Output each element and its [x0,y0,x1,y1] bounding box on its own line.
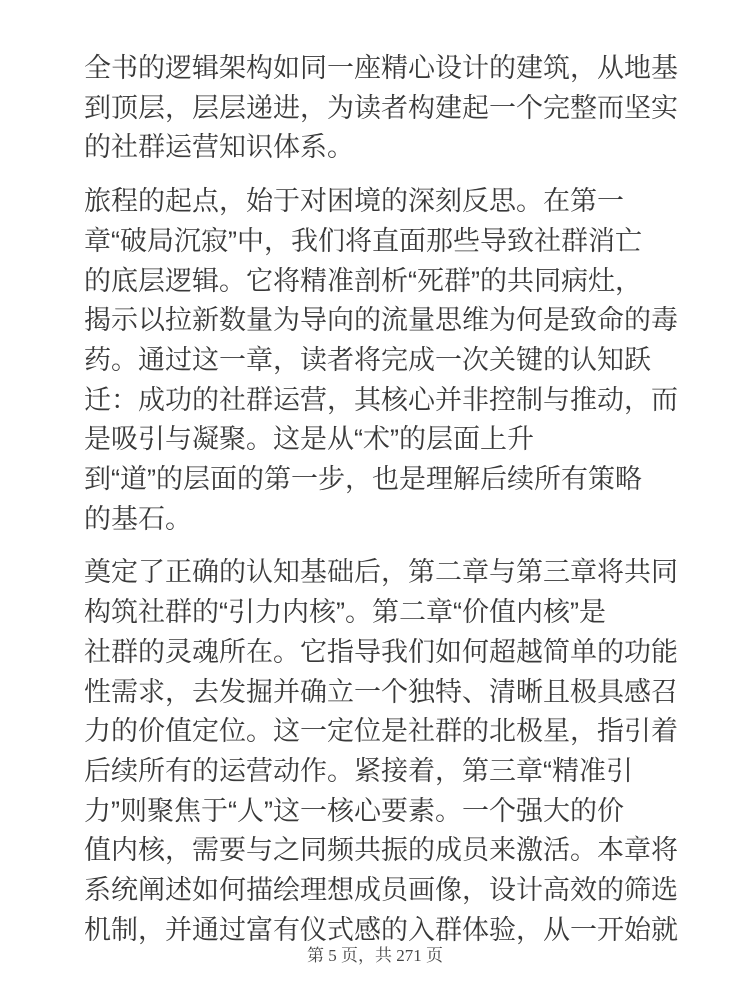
paragraph [84,182,704,539]
text-line: 构筑社群的“引力内核”。第二章“价值内核”是 [84,597,606,628]
text-line: 社群的灵魂所在。它指导我们如何超越简单的功能 [84,636,678,667]
page-indicator: 第 5 页，共 271 页 [307,946,443,965]
page-footer [0,945,750,967]
text-line: 章“破局沉寂”中，我们将直面那些导致社群消亡 [84,225,642,256]
paragraph [84,553,704,950]
paragraph [84,49,704,168]
text-line: 的底层逻辑。它将精准剖析“死群”的共同病灶， [84,265,642,296]
text-line: 力的价值定位。这一定位是社群的北极星，指引着 [84,716,678,747]
text-line: 是吸引与凝聚。这是从“术”的层面上升 [84,424,534,455]
text-line: 到“道”的层面的第一步，也是理解后续所有策略 [84,464,642,495]
text-line: 的社群运营知识体系。 [84,132,354,163]
text-line: 到顶层，层层递进，为读者构建起一个完整而坚实 [84,92,678,123]
text-line: 旅程的起点，始于对困境的深刻反思。在第一 [84,186,624,217]
text-line: 迁：成功的社群运营，其核心并非控制与推动，而 [84,384,678,415]
text-line: 系统阐述如何描绘理想成员画像，设计高效的筛选 [84,875,678,906]
text-line: 全书的逻辑架构如同一座精心设计的建筑，从地基 [84,53,678,83]
text-line: 的基石。 [84,503,192,534]
text-line: 机制，并通过富有仪式感的入群体验，从一开始就 [84,914,678,945]
text-line: 后续所有的运营动作。紧接着，第三章“精准引 [84,755,633,786]
document-content [84,49,704,964]
text-line: 揭示以拉新数量为导向的流量思维为何是致命的毒 [84,305,678,336]
text-line: 性需求，去发掘并确立一个独特、清晰且极具感召 [84,676,678,707]
text-line: 奠定了正确的认知基础后，第二章与第三章将共同 [84,557,678,588]
text-line: 力”则聚焦于“人”这一核心要素。一个强大的价 [84,795,624,826]
text-line: 值内核，需要与之同频共振的成员来激活。本章将 [84,835,678,866]
text-line: 药。通过这一章，读者将完成一次关键的认知跃 [84,344,651,375]
